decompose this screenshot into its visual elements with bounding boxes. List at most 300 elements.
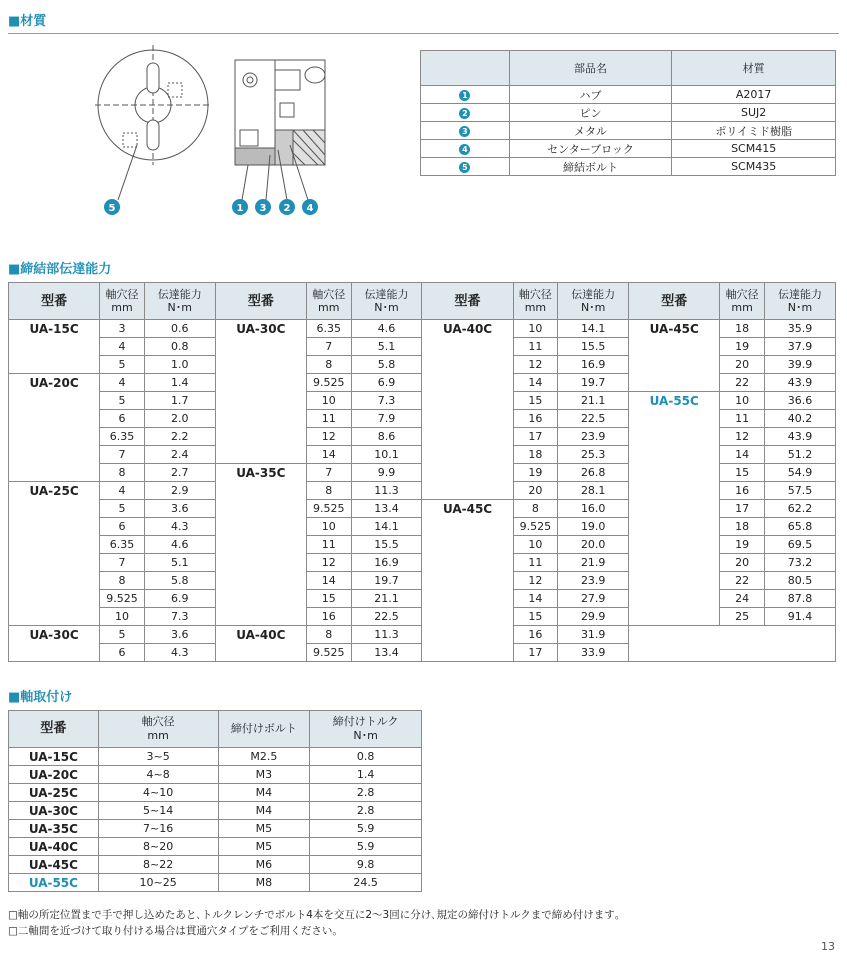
torque-cell-model: UA-15C bbox=[9, 320, 100, 338]
torque-row bbox=[9, 536, 836, 554]
mounting-cell-torque: 9.8 bbox=[310, 856, 422, 874]
torque-cell-bore: 22 bbox=[720, 374, 765, 392]
materials-cell-part: センターブロック bbox=[509, 140, 672, 158]
torque-cell-bore: 6 bbox=[100, 518, 145, 536]
torque-cell-model bbox=[215, 500, 306, 518]
torque-cell-capacity: 8.6 bbox=[351, 428, 422, 446]
mounting-cell-bolt: M6 bbox=[218, 856, 310, 874]
materials-header-part: 部品名 bbox=[509, 51, 672, 86]
mounting-header-model: 型番 bbox=[9, 711, 99, 748]
materials-cell-no bbox=[421, 122, 510, 140]
mounting-cell-bolt: M4 bbox=[218, 784, 310, 802]
torque-header-bore-unit: mm bbox=[731, 301, 753, 314]
torque-cell-capacity: 22.5 bbox=[351, 608, 422, 626]
torque-header-model: 型番 bbox=[422, 283, 513, 320]
torque-cell-capacity: 80.5 bbox=[764, 572, 835, 590]
torque-cell-capacity: 27.9 bbox=[558, 590, 629, 608]
torque-header-bore-unit: mm bbox=[111, 301, 133, 314]
torque-cell-capacity: 6.9 bbox=[144, 590, 215, 608]
torque-row bbox=[9, 338, 836, 356]
torque-cell-capacity: 16.9 bbox=[558, 356, 629, 374]
materials-cell-material: A2017 bbox=[672, 86, 836, 104]
mounting-cell-model: UA-15C bbox=[9, 748, 99, 766]
torque-cell-bore: 20 bbox=[720, 554, 765, 572]
torque-header-capacity-label: 伝達能力 bbox=[157, 288, 202, 301]
torque-cell-bore: 15 bbox=[306, 590, 351, 608]
torque-cell-model bbox=[9, 644, 100, 662]
torque-cell-capacity: 5.8 bbox=[351, 356, 422, 374]
torque-header-capacity-unit: N･m bbox=[167, 301, 192, 314]
torque-cell-capacity: 14.1 bbox=[558, 320, 629, 338]
torque-cell-model: UA-25C bbox=[9, 482, 100, 500]
torque-cell-capacity: 22.5 bbox=[558, 410, 629, 428]
materials-cell-part: ハブ bbox=[509, 86, 672, 104]
torque-cell-bore: 19 bbox=[513, 464, 558, 482]
number-badge-icon: 4 bbox=[459, 144, 470, 155]
mounting-cell-bore: 3~5 bbox=[98, 748, 218, 766]
mounting-row bbox=[9, 838, 422, 856]
torque-cell-bore: 16 bbox=[513, 626, 558, 644]
mounting-row bbox=[9, 856, 422, 874]
torque-cell-capacity: 11.3 bbox=[351, 482, 422, 500]
callout-1-label: 1 bbox=[236, 203, 244, 214]
torque-cell-model bbox=[215, 590, 306, 608]
torque-cell-capacity: 5.1 bbox=[351, 338, 422, 356]
note-tightening: □軸の所定位置まで手で押し込めたあと､トルクレンチでボルト4本を交互に2～3回に分け､規定の締付けトルクまで締め付けます｡ bbox=[8, 909, 621, 921]
torque-cell-capacity: 51.2 bbox=[764, 446, 835, 464]
torque-header-bore bbox=[720, 283, 765, 320]
torque-header-capacity-unit: N･m bbox=[787, 301, 813, 314]
torque-cell-model bbox=[9, 392, 100, 410]
torque-cell-bore: 6 bbox=[100, 644, 145, 662]
torque-cell-model bbox=[9, 500, 100, 518]
torque-cell-model bbox=[9, 572, 100, 590]
torque-header-model: 型番 bbox=[215, 283, 306, 320]
torque-cell-bore: 11 bbox=[513, 338, 558, 356]
torque-cell-bore: 14 bbox=[720, 446, 765, 464]
torque-cell-capacity: 21.1 bbox=[351, 590, 422, 608]
torque-header-bore-label: 軸穴径 bbox=[518, 288, 552, 301]
torque-cell-bore: 17 bbox=[513, 644, 558, 662]
torque-cell-model bbox=[9, 518, 100, 536]
torque-header-bore bbox=[306, 283, 351, 320]
torque-cell-bore: 4 bbox=[100, 338, 145, 356]
torque-row bbox=[9, 320, 836, 338]
torque-cell-bore: 20 bbox=[720, 356, 765, 374]
torque-cell-capacity: 2.9 bbox=[144, 482, 215, 500]
torque-cell-capacity: 2.2 bbox=[144, 428, 215, 446]
torque-cell-bore: 8 bbox=[100, 464, 145, 482]
torque-cell-capacity: 28.1 bbox=[558, 482, 629, 500]
torque-cell-capacity: 25.3 bbox=[558, 446, 629, 464]
torque-cell-capacity: 43.9 bbox=[764, 428, 835, 446]
torque-cell-capacity: 4.3 bbox=[144, 518, 215, 536]
callout-4-label: 4 bbox=[306, 203, 314, 214]
torque-cell-bore: 8 bbox=[306, 482, 351, 500]
torque-cell-bore: 7 bbox=[100, 554, 145, 572]
mounting-row bbox=[9, 874, 422, 892]
torque-cell-capacity: 7.3 bbox=[351, 392, 422, 410]
torque-cell-capacity: 7.9 bbox=[351, 410, 422, 428]
torque-cell-model bbox=[422, 338, 513, 356]
torque-cell-bore: 7 bbox=[306, 464, 351, 482]
torque-cell-model bbox=[422, 410, 513, 428]
torque-cell-capacity: 2.4 bbox=[144, 446, 215, 464]
torque-cell-model bbox=[215, 518, 306, 536]
torque-cell-bore: 17 bbox=[513, 428, 558, 446]
torque-header-capacity bbox=[144, 283, 215, 320]
torque-cell-capacity: 15.5 bbox=[558, 338, 629, 356]
torque-cell-bore: 12 bbox=[306, 554, 351, 572]
torque-row bbox=[9, 608, 836, 626]
torque-cell-capacity: 2.0 bbox=[144, 410, 215, 428]
torque-row bbox=[9, 626, 836, 644]
torque-cell-capacity: 21.1 bbox=[558, 392, 629, 410]
mounting-row bbox=[9, 784, 422, 802]
torque-row bbox=[9, 356, 836, 374]
coupling-drawing bbox=[90, 45, 430, 245]
materials-row bbox=[421, 158, 836, 176]
torque-cell-capacity: 29.9 bbox=[558, 608, 629, 626]
torque-cell-model bbox=[215, 644, 306, 662]
torque-cell-model bbox=[422, 356, 513, 374]
materials-row bbox=[421, 104, 836, 122]
torque-cell-model bbox=[422, 644, 513, 662]
torque-cell-capacity: 6.9 bbox=[351, 374, 422, 392]
materials-table bbox=[420, 50, 836, 176]
torque-cell-model: UA-35C bbox=[215, 464, 306, 482]
torque-row bbox=[9, 500, 836, 518]
torque-cell-model bbox=[629, 428, 720, 446]
mounting-cell-bolt: M8 bbox=[218, 874, 310, 892]
mounting-cell-bore: 10~25 bbox=[98, 874, 218, 892]
torque-cell-model: UA-40C bbox=[422, 320, 513, 338]
torque-cell-model bbox=[629, 500, 720, 518]
torque-cell-model: UA-55C bbox=[629, 392, 720, 410]
torque-row bbox=[9, 446, 836, 464]
torque-cell-capacity: 87.8 bbox=[764, 590, 835, 608]
torque-cell-capacity: 0.8 bbox=[144, 338, 215, 356]
materials-cell-part: ピン bbox=[509, 104, 672, 122]
torque-cell-model bbox=[215, 572, 306, 590]
materials-row bbox=[421, 122, 836, 140]
torque-cell-bore: 9.525 bbox=[100, 590, 145, 608]
torque-cell-bore: 15 bbox=[513, 608, 558, 626]
torque-cell-bore: 8 bbox=[306, 626, 351, 644]
torque-cell-capacity: 40.2 bbox=[764, 410, 835, 428]
torque-cell-model bbox=[629, 590, 720, 608]
torque-cell-capacity: 13.4 bbox=[351, 644, 422, 662]
mounting-table bbox=[8, 710, 422, 892]
torque-cell-model bbox=[629, 518, 720, 536]
torque-row bbox=[9, 374, 836, 392]
torque-cell-capacity: 16.9 bbox=[351, 554, 422, 572]
torque-cell-model bbox=[629, 608, 720, 626]
number-badge-icon: 3 bbox=[459, 126, 470, 137]
mounting-cell-model: UA-40C bbox=[9, 838, 99, 856]
materials-cell-no bbox=[421, 158, 510, 176]
materials-cell-no bbox=[421, 140, 510, 158]
torque-cell-capacity: 36.6 bbox=[764, 392, 835, 410]
torque-header-capacity bbox=[764, 283, 835, 320]
torque-cell-capacity: 31.9 bbox=[558, 626, 629, 644]
mounting-cell-torque: 5.9 bbox=[310, 820, 422, 838]
number-badge-icon: 5 bbox=[459, 162, 470, 173]
materials-row bbox=[421, 140, 836, 158]
torque-cell-capacity: 2.7 bbox=[144, 464, 215, 482]
torque-cell-capacity: 19.7 bbox=[558, 374, 629, 392]
torque-cell-bore: 10 bbox=[306, 518, 351, 536]
torque-cell-bore: 24 bbox=[720, 590, 765, 608]
torque-row bbox=[9, 554, 836, 572]
torque-cell-model: UA-40C bbox=[215, 626, 306, 644]
torque-cell-model bbox=[629, 464, 720, 482]
torque-cell-model bbox=[422, 428, 513, 446]
torque-cell-capacity: 11.3 bbox=[351, 626, 422, 644]
torque-cell-model bbox=[629, 482, 720, 500]
torque-header-capacity bbox=[558, 283, 629, 320]
mounting-row bbox=[9, 748, 422, 766]
torque-cell-bore: 11 bbox=[306, 536, 351, 554]
torque-cell-model bbox=[422, 590, 513, 608]
torque-cell-capacity: 33.9 bbox=[558, 644, 629, 662]
mounting-cell-bolt: M3 bbox=[218, 766, 310, 784]
torque-cell-bore: 7 bbox=[306, 338, 351, 356]
torque-cell-model bbox=[629, 410, 720, 428]
torque-cell-model bbox=[9, 536, 100, 554]
section-title-mounting: ■軸取付け bbox=[8, 690, 73, 705]
torque-header-capacity bbox=[351, 283, 422, 320]
torque-cell-capacity: 91.4 bbox=[764, 608, 835, 626]
torque-capacity-table bbox=[8, 282, 836, 662]
torque-cell-model bbox=[215, 428, 306, 446]
torque-cell-capacity: 0.6 bbox=[144, 320, 215, 338]
torque-cell-capacity: 1.4 bbox=[144, 374, 215, 392]
callout-2-label: 2 bbox=[283, 203, 291, 214]
torque-header-bore-unit: mm bbox=[524, 301, 547, 314]
torque-cell-bore: 4 bbox=[100, 482, 145, 500]
torque-cell-bore: 9.525 bbox=[513, 518, 558, 536]
torque-cell-capacity: 1.7 bbox=[144, 392, 215, 410]
torque-cell-bore: 20 bbox=[513, 482, 558, 500]
torque-cell-model bbox=[422, 392, 513, 410]
torque-header-bore-unit: mm bbox=[317, 301, 340, 314]
torque-cell-model bbox=[629, 572, 720, 590]
torque-cell-model bbox=[422, 608, 513, 626]
torque-cell-capacity: 73.2 bbox=[764, 554, 835, 572]
section-divider bbox=[8, 33, 839, 34]
torque-cell-model bbox=[215, 338, 306, 356]
torque-cell-bore: 22 bbox=[720, 572, 765, 590]
torque-cell-capacity: 23.9 bbox=[558, 428, 629, 446]
torque-cell-bore: 16 bbox=[513, 410, 558, 428]
mounting-header-torque: 締付けトルク N･m bbox=[310, 711, 422, 748]
mounting-cell-bore: 7~16 bbox=[98, 820, 218, 838]
torque-cell-model bbox=[422, 626, 513, 644]
torque-cell-model bbox=[422, 554, 513, 572]
callout-3-label: 3 bbox=[259, 203, 267, 214]
torque-cell-capacity: 1.0 bbox=[144, 356, 215, 374]
torque-header-capacity-unit: N･m bbox=[374, 301, 399, 314]
materials-header-no bbox=[421, 51, 510, 86]
torque-header-capacity-label: 伝達能力 bbox=[364, 288, 409, 301]
torque-row bbox=[9, 572, 836, 590]
torque-cell-bore: 18 bbox=[720, 320, 765, 338]
torque-cell-bore: 15 bbox=[720, 464, 765, 482]
torque-cell-bore: 9.525 bbox=[306, 500, 351, 518]
torque-cell-bore: 12 bbox=[513, 572, 558, 590]
materials-row bbox=[421, 86, 836, 104]
torque-cell-bore: 16 bbox=[306, 608, 351, 626]
torque-cell-model bbox=[215, 536, 306, 554]
torque-row bbox=[9, 410, 836, 428]
torque-cell-bore: 4 bbox=[100, 374, 145, 392]
mounting-cell-torque: 24.5 bbox=[310, 874, 422, 892]
torque-cell-model bbox=[629, 446, 720, 464]
torque-cell-capacity: 54.9 bbox=[764, 464, 835, 482]
mounting-cell-model: UA-35C bbox=[9, 820, 99, 838]
torque-cell-model: UA-20C bbox=[9, 374, 100, 392]
torque-cell-bore: 11 bbox=[720, 410, 765, 428]
torque-cell-model bbox=[422, 572, 513, 590]
torque-cell-model bbox=[422, 464, 513, 482]
torque-cell-bore: 12 bbox=[720, 428, 765, 446]
torque-cell-bore: 15 bbox=[513, 392, 558, 410]
mounting-cell-bolt: M5 bbox=[218, 838, 310, 856]
torque-cell-model bbox=[215, 554, 306, 572]
mounting-cell-torque: 5.9 bbox=[310, 838, 422, 856]
torque-cell-model bbox=[9, 590, 100, 608]
torque-cell-model bbox=[215, 374, 306, 392]
callout-5-label: 5 bbox=[108, 203, 116, 214]
torque-header-bore-label: 軸穴径 bbox=[105, 288, 139, 301]
mounting-cell-model: UA-20C bbox=[9, 766, 99, 784]
mounting-cell-bore: 8~20 bbox=[98, 838, 218, 856]
torque-cell-capacity: 14.1 bbox=[351, 518, 422, 536]
mounting-cell-torque: 2.8 bbox=[310, 784, 422, 802]
torque-cell-capacity: 16.0 bbox=[558, 500, 629, 518]
mounting-header-bore: 軸穴径 mm bbox=[98, 711, 218, 748]
torque-cell-model bbox=[422, 518, 513, 536]
torque-cell-capacity: 23.9 bbox=[558, 572, 629, 590]
mounting-cell-model: UA-25C bbox=[9, 784, 99, 802]
torque-header-bore-label: 軸穴径 bbox=[725, 288, 759, 301]
torque-cell-model bbox=[215, 410, 306, 428]
torque-cell-capacity: 43.9 bbox=[764, 374, 835, 392]
torque-cell-bore: 9.525 bbox=[306, 644, 351, 662]
mounting-cell-bore: 8~22 bbox=[98, 856, 218, 874]
torque-cell-model bbox=[422, 374, 513, 392]
torque-row bbox=[9, 392, 836, 410]
mounting-row bbox=[9, 802, 422, 820]
torque-cell-bore: 19 bbox=[720, 338, 765, 356]
torque-cell-bore: 10 bbox=[513, 320, 558, 338]
materials-cell-material: SCM415 bbox=[672, 140, 836, 158]
mounting-header-bolt: 締付けボルト bbox=[218, 711, 310, 748]
torque-cell-model bbox=[422, 446, 513, 464]
mounting-cell-bolt: M4 bbox=[218, 802, 310, 820]
materials-cell-part: メタル bbox=[509, 122, 672, 140]
torque-cell-bore: 3 bbox=[100, 320, 145, 338]
page-number: 13 bbox=[821, 940, 835, 953]
torque-cell-model bbox=[9, 428, 100, 446]
torque-cell-model bbox=[629, 536, 720, 554]
materials-cell-material: SCM435 bbox=[672, 158, 836, 176]
mounting-cell-model: UA-45C bbox=[9, 856, 99, 874]
torque-cell-bore: 14 bbox=[306, 446, 351, 464]
torque-cell-capacity: 4.3 bbox=[144, 644, 215, 662]
mounting-cell-bore: 4~10 bbox=[98, 784, 218, 802]
torque-cell-model: UA-30C bbox=[9, 626, 100, 644]
torque-cell-capacity: 19.0 bbox=[558, 518, 629, 536]
torque-row bbox=[9, 428, 836, 446]
mounting-cell-bore: 4~8 bbox=[98, 766, 218, 784]
torque-cell-bore: 14 bbox=[306, 572, 351, 590]
mounting-cell-torque: 0.8 bbox=[310, 748, 422, 766]
torque-header-model: 型番 bbox=[629, 283, 720, 320]
torque-cell-bore: 12 bbox=[513, 356, 558, 374]
torque-row bbox=[9, 464, 836, 482]
torque-cell-capacity: 4.6 bbox=[144, 536, 215, 554]
torque-cell-bore: 19 bbox=[720, 536, 765, 554]
torque-cell-capacity: 26.8 bbox=[558, 464, 629, 482]
torque-cell-capacity: 57.5 bbox=[764, 482, 835, 500]
torque-cell-capacity: 21.9 bbox=[558, 554, 629, 572]
torque-cell-model bbox=[422, 482, 513, 500]
torque-empty-cell bbox=[629, 626, 836, 662]
torque-cell-model bbox=[9, 464, 100, 482]
torque-cell-bore: 8 bbox=[306, 356, 351, 374]
mounting-cell-bolt: M5 bbox=[218, 820, 310, 838]
torque-cell-bore: 8 bbox=[100, 572, 145, 590]
torque-cell-capacity: 39.9 bbox=[764, 356, 835, 374]
torque-cell-model bbox=[9, 356, 100, 374]
torque-cell-capacity: 35.9 bbox=[764, 320, 835, 338]
number-badge-icon: 2 bbox=[459, 108, 470, 119]
torque-row bbox=[9, 518, 836, 536]
torque-header-bore bbox=[513, 283, 558, 320]
mounting-row bbox=[9, 766, 422, 784]
torque-cell-bore: 5 bbox=[100, 626, 145, 644]
torque-cell-capacity: 37.9 bbox=[764, 338, 835, 356]
torque-cell-bore: 5 bbox=[100, 500, 145, 518]
torque-cell-model bbox=[9, 410, 100, 428]
torque-cell-model bbox=[215, 446, 306, 464]
torque-cell-capacity: 20.0 bbox=[558, 536, 629, 554]
torque-cell-model bbox=[9, 446, 100, 464]
torque-cell-model bbox=[422, 536, 513, 554]
torque-cell-bore: 17 bbox=[720, 500, 765, 518]
torque-cell-bore: 6.35 bbox=[100, 428, 145, 446]
torque-cell-model bbox=[629, 338, 720, 356]
materials-cell-part: 締結ボルト bbox=[509, 158, 672, 176]
torque-cell-model: UA-45C bbox=[629, 320, 720, 338]
torque-cell-capacity: 19.7 bbox=[351, 572, 422, 590]
torque-cell-model bbox=[9, 554, 100, 572]
torque-cell-bore: 14 bbox=[513, 374, 558, 392]
torque-cell-bore: 10 bbox=[720, 392, 765, 410]
torque-cell-model bbox=[9, 608, 100, 626]
torque-cell-model bbox=[629, 356, 720, 374]
torque-cell-bore: 25 bbox=[720, 608, 765, 626]
torque-cell-capacity: 15.5 bbox=[351, 536, 422, 554]
torque-cell-bore: 5 bbox=[100, 392, 145, 410]
torque-cell-bore: 8 bbox=[513, 500, 558, 518]
section-title-torque: ■締結部伝達能力 bbox=[8, 262, 112, 277]
torque-cell-bore: 14 bbox=[513, 590, 558, 608]
materials-header-material: 材質 bbox=[672, 51, 836, 86]
torque-cell-bore: 6 bbox=[100, 410, 145, 428]
